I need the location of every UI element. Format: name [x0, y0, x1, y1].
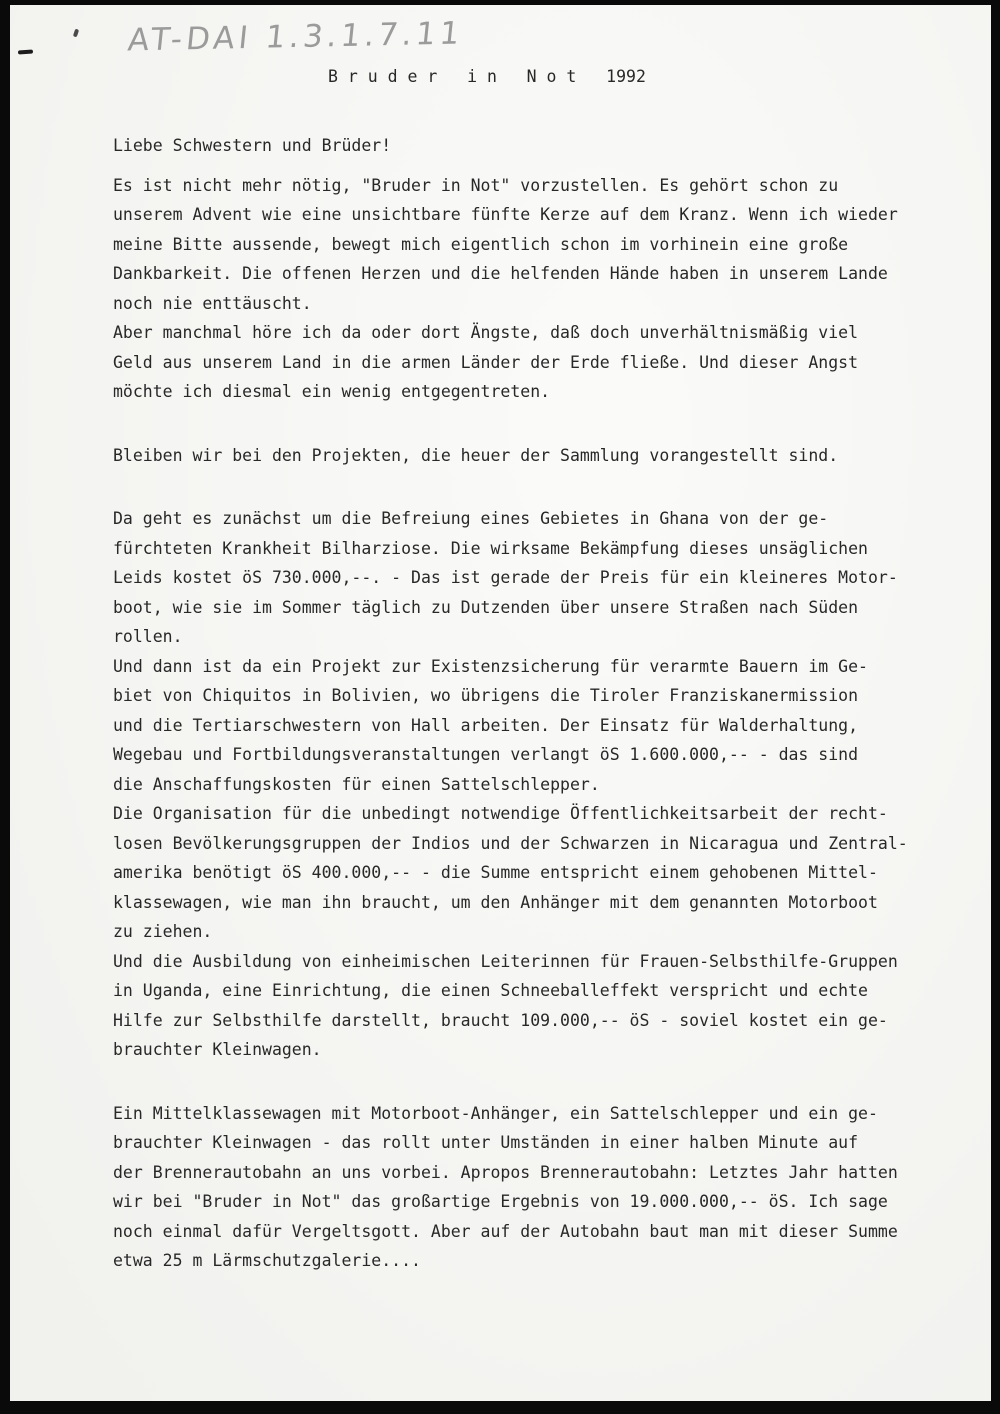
paragraph: [113, 504, 936, 652]
letter-body: [113, 131, 936, 1276]
text-line: die Anschaffungskosten für einen Sattelschlepper.: [113, 774, 600, 794]
text-line: losen Bevölkerungsgruppen der Indios und der Schwarzen in Nicaragua und Zentral-: [113, 833, 908, 853]
text-line: amerika benötigt öS 400.000,-- - die Summe entspricht einem gehobenen Mittel-: [113, 863, 878, 882]
text-line: der Brennerautobahn an uns vorbei. Apropos Brennerautobahn: Letztes Jahr hatten: [113, 1162, 898, 1182]
text-line: Und dann ist da ein Projekt zur Existenzsicherung für verarmte Bauern im Ge-: [113, 656, 868, 676]
text-line: zu ziehen.: [113, 922, 213, 941]
text-line: Leids kostet öS 730.000,--. - Das ist gerade der Preis für ein kleineres Motor-: [113, 568, 898, 587]
text-line: noch nie enttäuscht.: [113, 293, 312, 313]
text-line: Wegebau und Fortbildungsveranstaltungen verlangt öS 1.600.000,-- - das sind: [113, 745, 859, 764]
text-line: brauchter Kleinwagen - das rollt unter Umständen in einer halben Minute auf: [113, 1133, 859, 1152]
pencil-dash-mark: [18, 49, 33, 54]
text-line: unserem Advent wie eine unsichtbare fünfte Kerze auf dem Kranz. Wenn ich wieder: [113, 205, 898, 224]
text-line: wir bei "Bruder in Not" das großartige Ergebnis von 19.000.000,-- öS. Ich sage: [113, 1192, 888, 1211]
text-line: Ein Mittelklassewagen mit Motorboot-Anhänger, ein Sattelschlepper und ein ge-: [113, 1103, 878, 1123]
text-line: Aber manchmal höre ich da oder dort Ängste, daß doch unverhältnismäßig viel: [113, 323, 859, 342]
paragraph: [113, 441, 936, 471]
paragraph: [113, 1099, 936, 1276]
text-line: Dankbarkeit. Die offenen Herzen und die helfenden Hände haben in unserem Lande: [113, 264, 888, 283]
text-line: Und die Ausbildung von einheimischen Leiterinnen für Frauen-Selbsthilfe-Gruppen: [113, 951, 898, 971]
text-line: in Uganda, eine Einrichtung, die einen Schneeballeffekt verspricht und echte: [113, 981, 868, 1000]
text-line: biet von Chiquitos in Bolivien, wo übrigens die Tiroler Franziskanermission: [113, 686, 859, 705]
text-line: Geld aus unserem Land in die armen Länder der Erde fließe. Und dieser Angst: [113, 352, 859, 372]
text-line: Die Organisation für die unbedingt notwendige Öffentlichkeitsarbeit der recht-: [113, 804, 888, 823]
paragraph: [113, 131, 936, 161]
handwritten-archive-code: AT-DAI 1.3.1.7.11: [126, 15, 466, 59]
text-line: Hilfe zur Selbsthilfe darstellt, braucht 109.000,-- öS - soviel kostet ein ge-: [113, 1010, 888, 1030]
paragraph: [113, 947, 936, 1065]
text-line: brauchter Kleinwagen.: [113, 1040, 322, 1059]
text-line: boot, wie sie im Sommer täglich zu Dutzenden über unsere Straßen nach Süden: [113, 597, 859, 617]
text-line: und die Tertiarschwestern von Hall arbeiten. Der Einsatz für Walderhaltung,: [113, 715, 859, 735]
text-line: meine Bitte aussende, bewegt mich eigentlich schon im vorhinein eine große: [113, 234, 849, 254]
text-line: rollen.: [113, 627, 183, 646]
text-line: Es ist nicht mehr nötig, "Bruder in Not" vorzustellen. Es gehört schon zu: [113, 175, 839, 195]
page-title: B r u d e r i n N o t 1992: [328, 67, 646, 86]
paragraph: [113, 799, 936, 947]
text-line: noch einmal dafür Vergeltsgott. Aber auf der Autobahn baut man mit dieser Summe: [113, 1221, 898, 1241]
letter-page: [10, 5, 991, 1401]
text-line: Bleiben wir bei den Projekten, die heuer der Sammlung vorangestellt sind.: [113, 445, 839, 465]
paragraph: [113, 171, 936, 319]
text-line: Liebe Schwestern und Brüder!: [113, 136, 392, 155]
pencil-tick-mark: [73, 29, 79, 38]
text-line: fürchteten Krankheit Bilharziose. Die wirksame Bekämpfung dieses unsäglichen: [113, 538, 868, 558]
text-line: etwa 25 m Lärmschutzgalerie....: [113, 1251, 421, 1270]
text-line: möchte ich diesmal ein wenig entgegentreten.: [113, 382, 551, 401]
text-line: klassewagen, wie man ihn braucht, um den Anhänger mit dem genannten Motorboot: [113, 892, 878, 912]
paragraph: [113, 318, 936, 407]
paragraph: [113, 652, 936, 800]
text-line: Da geht es zunächst um die Befreiung eines Gebietes in Ghana von der ge-: [113, 509, 829, 528]
